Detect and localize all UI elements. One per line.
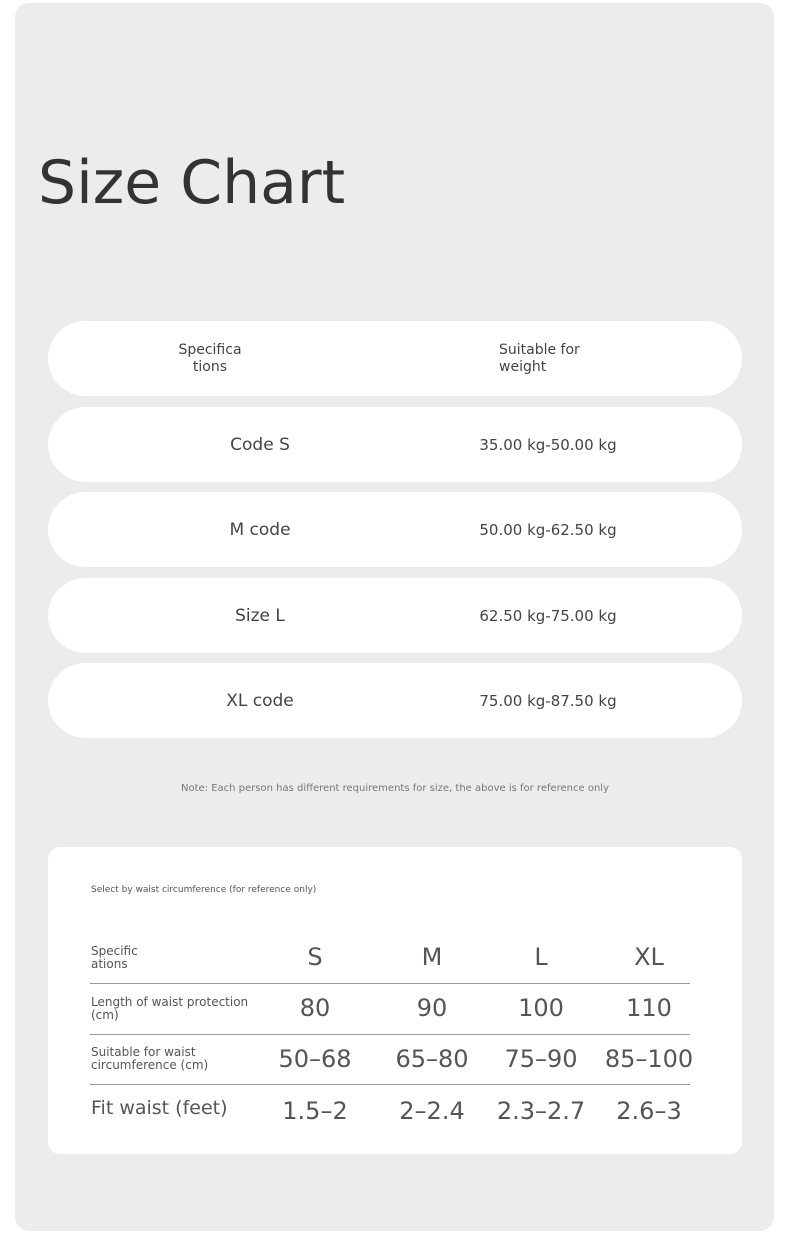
- weight-table-header: [48, 321, 742, 396]
- size-label: XL code: [226, 690, 294, 711]
- table-row: [90, 1085, 690, 1135]
- cell-xl: 2.6–3: [616, 1097, 682, 1125]
- col-s: S: [307, 943, 323, 971]
- spec-header: Specifica tions: [178, 341, 242, 375]
- weight-range: 35.00 kg-50.00 kg: [479, 435, 617, 454]
- row-label: Fit waist (feet): [91, 1097, 228, 1119]
- page-title: Size Chart: [38, 148, 346, 218]
- row-label: Suitable for waist circumference (cm): [91, 1045, 209, 1072]
- cell-xl: 85–100: [604, 1045, 694, 1073]
- table-row: [90, 984, 690, 1035]
- cell-l: 100: [518, 994, 564, 1022]
- weight-range: 62.50 kg-75.00 kg: [479, 606, 617, 625]
- weight-row-s: [48, 407, 742, 482]
- cell-xl: 110: [626, 994, 672, 1022]
- weight-range: 75.00 kg-87.50 kg: [479, 691, 617, 710]
- row-label: Length of waist protection (cm): [91, 995, 249, 1022]
- cell-m: 2–2.4: [399, 1097, 465, 1125]
- col-m: M: [421, 943, 443, 971]
- cell-s: 1.5–2: [282, 1097, 348, 1125]
- size-label: Code S: [230, 434, 290, 455]
- size-label: M code: [229, 519, 291, 540]
- cell-s: 80: [299, 994, 331, 1022]
- cell-s: 50–68: [278, 1045, 352, 1073]
- waist-table-card: [48, 847, 742, 1154]
- reference-note: Note: Each person has different requirements for size, the above is for reference only: [180, 783, 610, 794]
- weight-row-m: [48, 492, 742, 567]
- waist-table-header: [90, 941, 690, 984]
- cell-m: 65–80: [395, 1045, 469, 1073]
- weight-row-l: [48, 578, 742, 653]
- cell-m: 90: [416, 994, 448, 1022]
- cell-l: 2.3–2.7: [496, 1097, 586, 1125]
- weight-range: 50.00 kg-62.50 kg: [479, 520, 617, 539]
- weight-row-xl: [48, 663, 742, 738]
- cell-l: 75–90: [504, 1045, 578, 1073]
- col-xl: XL: [634, 943, 664, 971]
- col-l: L: [534, 943, 548, 971]
- waist-table-subtitle: Select by waist circumference (for reference only): [91, 885, 317, 895]
- spec-header: Specific ations: [91, 944, 138, 971]
- weight-header: Suitable for weight: [499, 341, 580, 375]
- table-row: [90, 1035, 694, 1085]
- size-label: Size L: [235, 605, 285, 626]
